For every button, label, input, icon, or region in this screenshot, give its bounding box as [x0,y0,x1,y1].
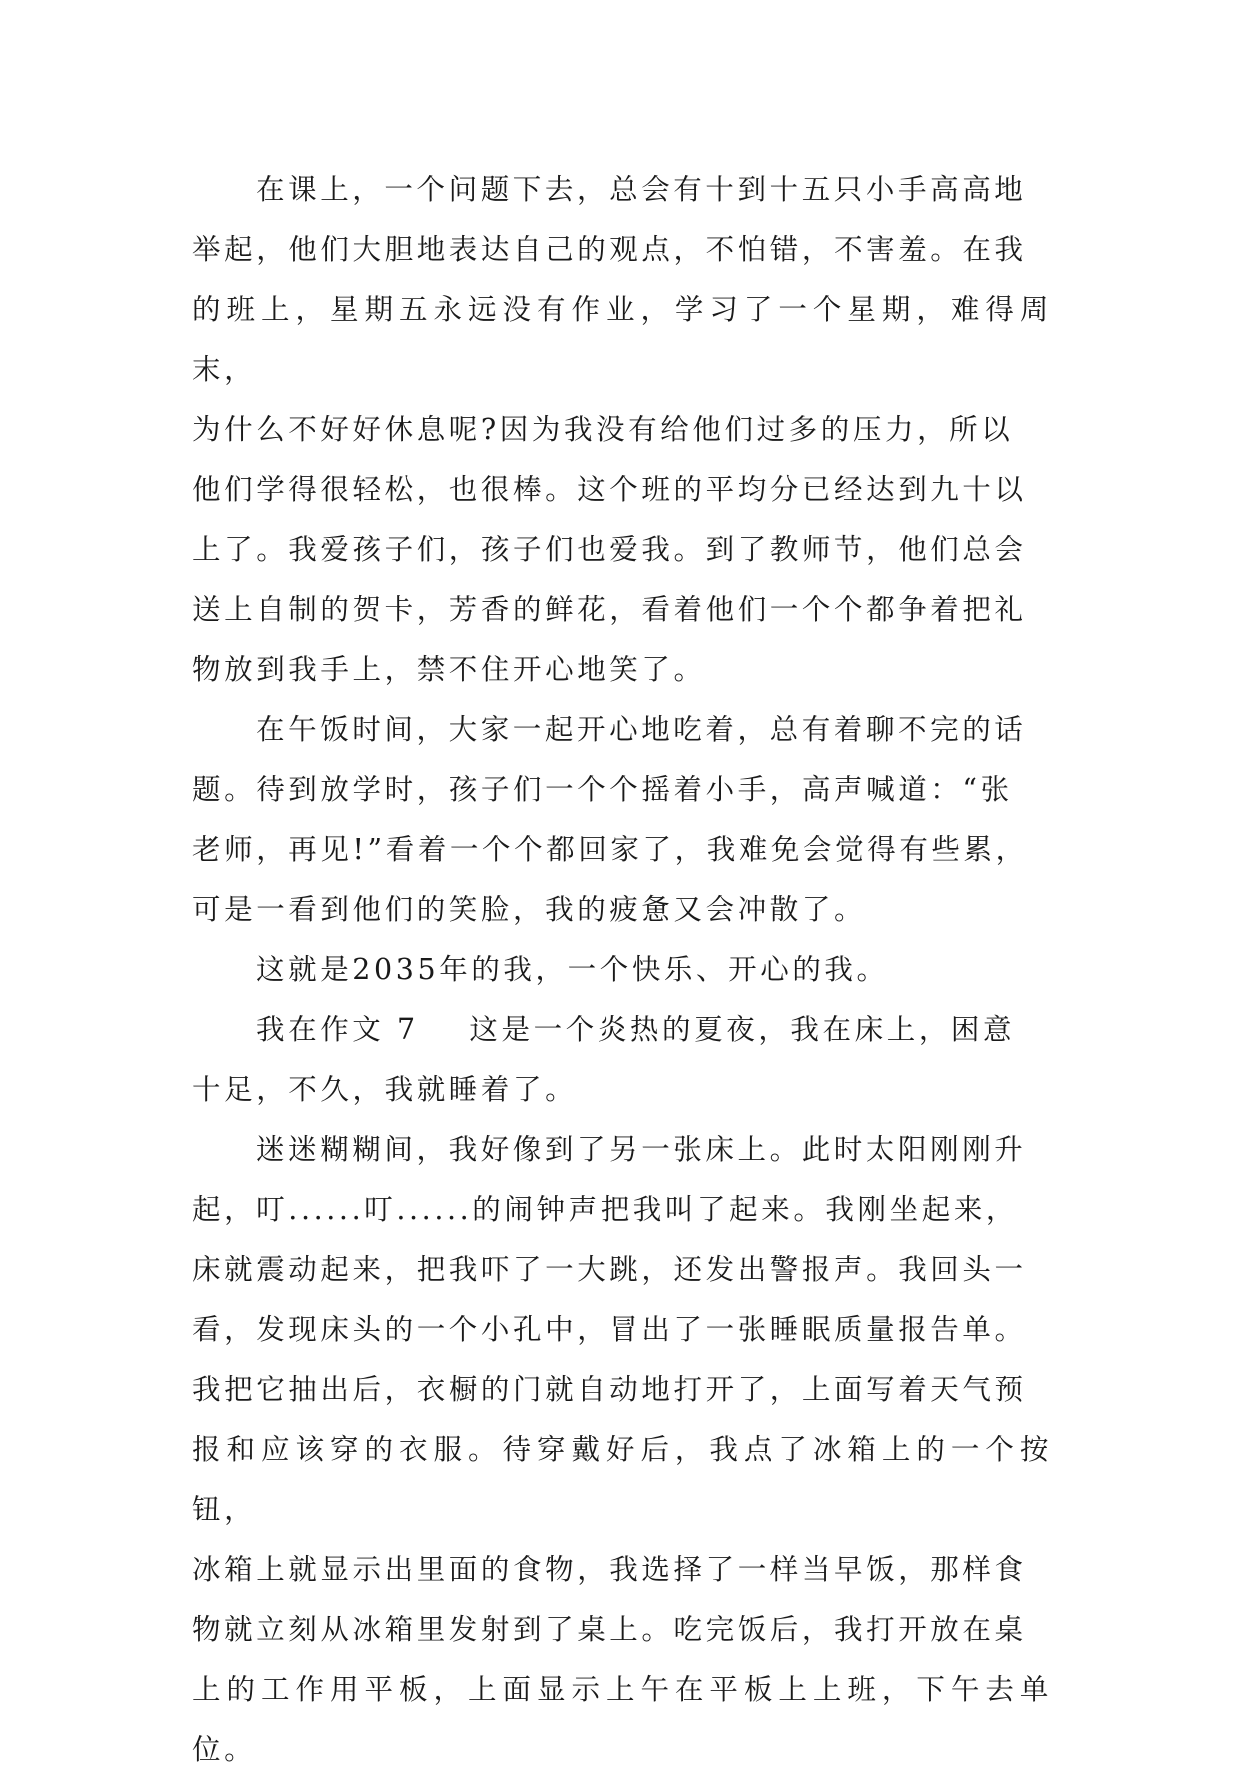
text-line: 为什么不好好休息呢?因为我没有给他们过多的压力，所以 [192,413,1014,446]
text-line: 看，发现床头的一个小孔中，冒出了一张睡眠质量报告单。 [192,1313,1027,1346]
text-line: 我把它抽出后，衣橱的门就自动地打开了，上面写着天气预 [192,1373,1027,1406]
text-line: 物放到我手上，禁不住开心地笑了。 [192,653,706,686]
text-line: 我在作文 7 这是一个炎热的夏夜，我在床上，困意 [256,1013,1016,1046]
text-line: 上了。我爱孩子们，孩子们也爱我。到了教师节，他们总会 [192,533,1027,566]
text-line: 上的工作用平板，上面显示上午在平板上上班，下午去单位。 [192,1673,1052,1766]
text-line: 这就是2035年的我，一个快乐、开心的我。 [256,953,889,986]
text-line: 十足，不久，我就睡着了。 [192,1073,578,1106]
text-line: 可是一看到他们的笑脸，我的疲惫又会冲散了。 [192,893,867,926]
text-line: 的班上，星期五永远没有作业，学习了一个星期，难得周末， [192,293,1052,386]
text-line: 他们学得很轻松，也很棒。这个班的平均分已经达到九十以 [192,473,1027,506]
text-line: 报和应该穿的衣服。待穿戴好后，我点了冰箱上的一个按钮， [192,1433,1052,1526]
text-line: 送上自制的贺卡，芳香的鲜花，看着他们一个个都争着把礼 [192,593,1027,626]
text-line: 物就立刻从冰箱里发射到了桌上。吃完饭后，我打开放在桌 [192,1613,1027,1646]
text-line: 在午饭时间，大家一起开心地吃着，总有着聊不完的话 [256,713,1027,746]
text-line: 冰箱上就显示出里面的食物，我选择了一样当早饭，那样食 [192,1553,1027,1586]
text-line: 床就震动起来，把我吓了一大跳，还发出警报声。我回头一 [192,1253,1027,1286]
text-line: 起，叮......叮......的闹钟声把我叫了起来。我刚坐起来， [192,1193,1019,1226]
text-line: 老师，再见!”看着一个个都回家了，我难免会觉得有些累， [192,833,1028,866]
text-line: 举起，他们大胆地表达自己的观点，不怕错，不害羞。在我 [192,233,1027,266]
body-text [192,160,1052,1780]
text-line: 题。待到放学时，孩子们一个个摇着小手，高声喊道：“张 [192,773,1013,806]
text-line: 迷迷糊糊间，我好像到了另一张床上。此时太阳刚刚升 [256,1133,1027,1166]
text-line: 在课上，一个问题下去，总会有十到十五只小手高高地 [256,173,1027,206]
